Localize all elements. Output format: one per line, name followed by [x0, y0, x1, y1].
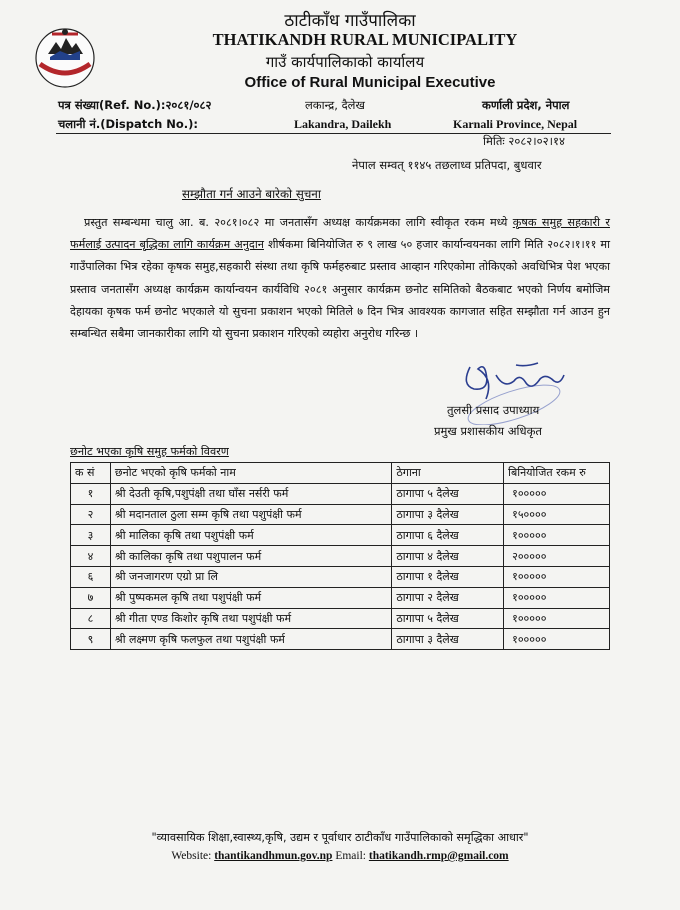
row-address: ठागापा २ दैलेख	[392, 587, 504, 608]
table-row	[71, 608, 610, 629]
row-address: ठागापा १ दैलेख	[392, 566, 504, 587]
website-label: Website:	[171, 850, 212, 862]
row-address: ठागापा ५ दैलेख	[392, 483, 504, 504]
row-amount: १०००००	[504, 629, 610, 650]
row-farm-name: श्री कालिका कृषि तथा पशुपालन फर्म	[110, 546, 391, 567]
table-caption: छनोट भएका कृषि समुह फर्मको विवरण	[70, 445, 229, 458]
row-serial: २	[71, 504, 111, 525]
footer-contact	[60, 850, 620, 862]
notice-body-program: कृषक समुह सहकारी र फर्मलाई उत्पादन बृद्धिका लागि कार्यक्रम अनुदान	[70, 216, 610, 252]
row-farm-name: श्री मदानताल ठुला सम्म कृषि तथा पशुपंक्षी फर्म	[110, 504, 391, 525]
reference-number: पत्र संख्या(Ref. No.):२०८१/०८२	[58, 98, 212, 112]
location-english: Lakandra, Dailekh	[294, 117, 392, 131]
signatory-name: तुलसी प्रसाद उपाध्याय	[447, 403, 540, 417]
row-amount: १०००००	[504, 483, 610, 504]
row-serial: ४	[71, 546, 111, 567]
notice-body-end: शीर्षकमा बिनियोजित रु ९ लाख ५० हजार कार्यान्वयनका लागि मिति २०८२।१।११ मा गाउँपालिका भित्र रहेका कृषक समुह,सहकारी संस्था तथा कृषि फर्महरुबाट प्रस्ताव आव्हान गरिएकोमा तोकिएको अवधिभित्र पेश भएका प्रस्ताव जनतासँग अध्यक्ष कार्यक्रम कार्यान्वयन कार्यविधि २०८१ अनुसार कार्यक्रम छनोट समितिको बैठकबाट भएको निर्णय बमोजिम देहायका कृषक फर्म छनोट भएकाले यो सुचना प्रकाशन भएको मितिले ७ दिन भित्र आवश्यक कागजात सहित सम्झौता गर्न आउन हुन सम्बन्धित सबैमा जानकारीका लागि यो सुचना प्रकाशन गरिएको व्यहोरा अनुरोध गरिन्छ ।	[70, 238, 610, 341]
notice-body	[70, 212, 610, 345]
table-header-row	[71, 463, 610, 484]
office-name-english: Office of Rural Municipal Executive	[244, 74, 496, 91]
table-row	[71, 504, 610, 525]
email-label: Email:	[335, 850, 366, 862]
row-amount: २०००००	[504, 546, 610, 567]
row-amount: १०००००	[504, 525, 610, 546]
table-row	[71, 483, 610, 504]
header-serial: क सं	[71, 463, 111, 484]
office-name-nepali: गाउँ कार्यपालिकाको कार्यालय	[265, 53, 425, 71]
row-address: ठागापा ४ दैलेख	[392, 546, 504, 567]
row-farm-name: श्री लक्ष्मण कृषि फलफुल तथा पशुपंक्षी फर्म	[110, 629, 391, 650]
row-address: ठागापा ५ दैलेख	[392, 608, 504, 629]
nepal-sambat-date: नेपाल सम्वत् ११४५ तछलाध्व प्रतिपदा, बुधवार	[352, 158, 542, 172]
province-english: Karnali Province, Nepal	[453, 117, 578, 131]
row-serial: ६	[71, 566, 111, 587]
municipality-name-nepali: ठाटीकाँध गाउँपालिका	[284, 11, 416, 31]
row-farm-name: श्री पुष्पकमल कृषि तथा पशुपंक्षी फर्म	[110, 587, 391, 608]
row-serial: ३	[71, 525, 111, 546]
row-amount: १०००००	[504, 587, 610, 608]
row-address: ठागापा ६ दैलेख	[392, 525, 504, 546]
table-row	[71, 546, 610, 567]
row-serial: ८	[71, 608, 111, 629]
row-amount: १०००००	[504, 566, 610, 587]
letter-date: मितिः २०८२।०२।१४	[483, 134, 565, 148]
row-farm-name: श्री गीता एण्ड किशोर कृषि तथा पशुपंक्षी फर्म	[110, 608, 391, 629]
table-row	[71, 629, 610, 650]
email-link[interactable]: thatikandh.rmp@gmail.com	[368, 850, 509, 862]
row-address: ठागापा ३ दैलेख	[392, 629, 504, 650]
province-nepali: कर्णाली प्रदेश, नेपाल	[482, 98, 570, 112]
row-amount: १०००००	[504, 608, 610, 629]
location-nepali: लकान्द्र, दैलेख	[305, 98, 365, 112]
row-farm-name: श्री जनजागरण एग्रो प्रा लि	[110, 566, 391, 587]
notice-subject: सम्झौता गर्न आउने बारेको सुचना	[182, 187, 321, 201]
footer-slogan: "व्यावसायिक शिक्षा,स्वास्थ्य,कृषि, उद्यम र पूर्वाधार ठाटीकाँध गाउँपालिकाको समृद्धिका आधार"	[151, 831, 529, 844]
row-amount: १५००००	[504, 504, 610, 525]
notice-body-start: प्रस्तुत सम्बन्धमा चालु आ. ब. २०८१।०८२ मा जनतासँग अध्यक्ष कार्यक्रमका लागि स्वीकृत रकम मध्ये	[84, 216, 513, 229]
signatory-title: प्रमुख प्रशासकीय अधिकृत	[434, 424, 542, 438]
dispatch-number: चलानी नं.(Dispatch No.):	[58, 117, 199, 131]
header-address: ठेगाना	[392, 463, 504, 484]
table-row	[71, 566, 610, 587]
row-serial: १	[71, 483, 111, 504]
row-serial: ९	[71, 629, 111, 650]
row-address: ठागापा ३ दैलेख	[392, 504, 504, 525]
website-link[interactable]: thantikandhmun.gov.np	[214, 850, 333, 862]
header-farm-name: छनोट भएको कृषि फर्मको नाम	[110, 463, 391, 484]
table-row	[71, 587, 610, 608]
row-farm-name: श्री मालिका कृषि तथा पशुपंक्षी फर्म	[110, 525, 391, 546]
header-amount: बिनियोजित रकम रु	[504, 463, 610, 484]
nepal-emblem-icon	[30, 24, 100, 90]
row-serial: ७	[71, 587, 111, 608]
row-farm-name: श्री देउती कृषि,पशुपंक्षी तथा घाँस नर्सरी फर्म	[110, 483, 391, 504]
municipality-name-english: THATIKANDH RURAL MUNICIPALITY	[212, 30, 518, 49]
selected-farms-table	[70, 462, 610, 650]
table-row	[71, 525, 610, 546]
